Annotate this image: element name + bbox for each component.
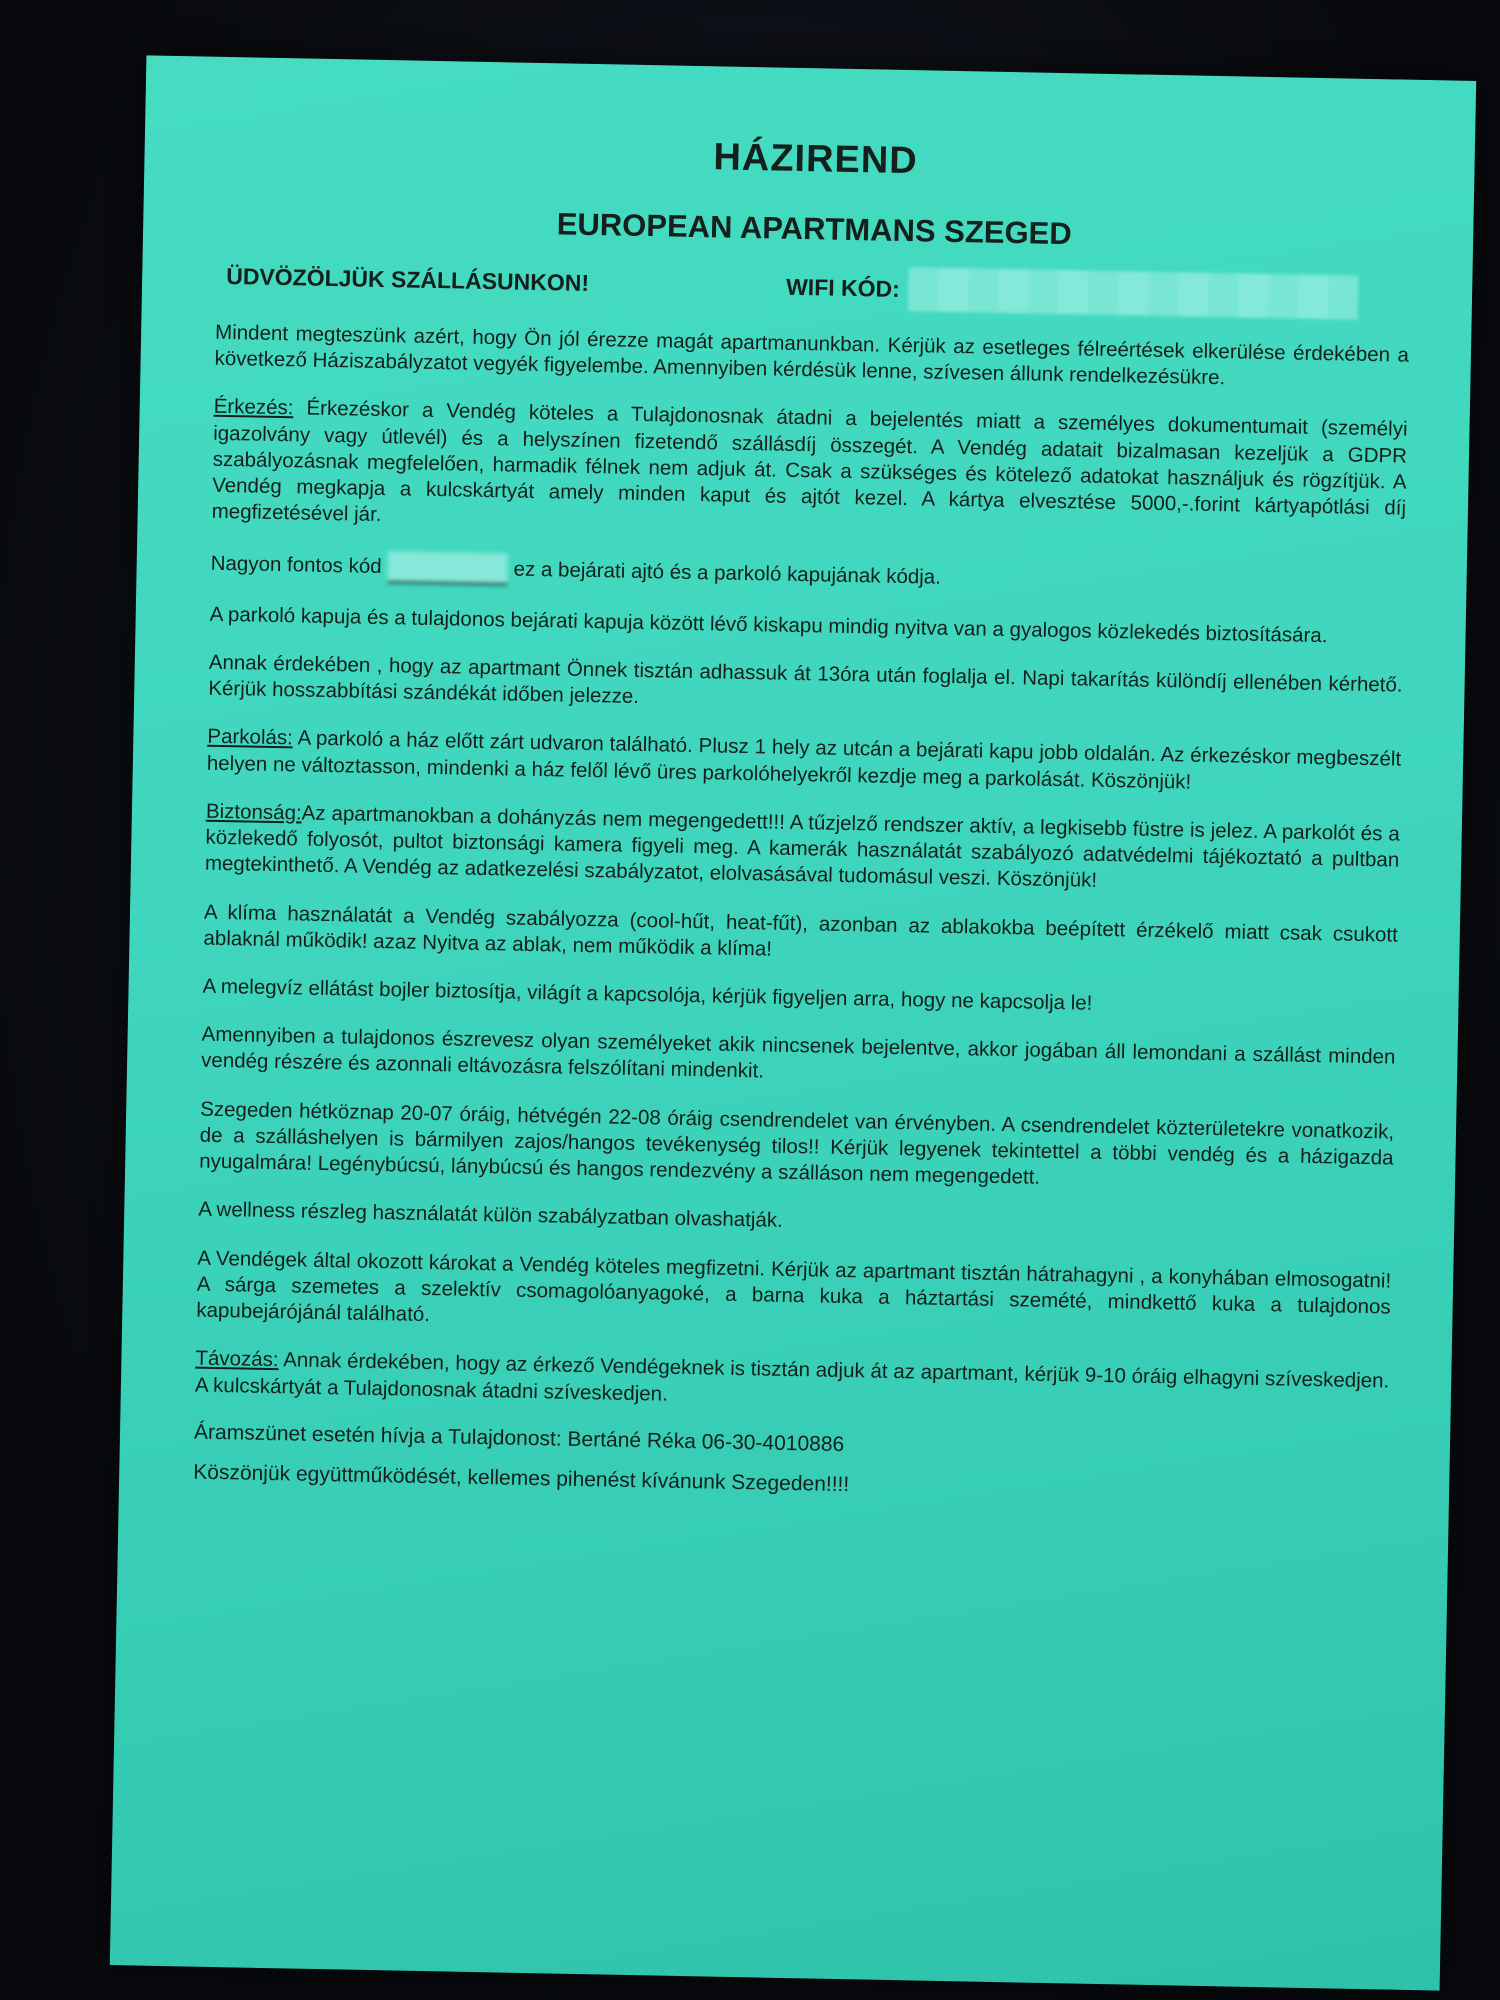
welcome-row	[226, 254, 1411, 321]
cleaning-paragraph: Annak érdekében , hogy az apartmant Önnek tisztán adhassuk át 13óra után foglalja el. Napi takarítás különdíj ellenében kérhető. Kérjük hosszabbítási szándékát időben jelezze.	[208, 650, 1403, 709]
access-code-redacted	[387, 551, 508, 585]
hotwater-paragraph: A melegvíz ellátást bojler biztosítja, világít a kapcsolója, kérjük figyeljen arra, hogy ne kapcsolja le!	[202, 974, 1093, 1015]
quiet-hours-paragraph: Szegeden hétköznap 20-07 óráig, hétvégén 22-08 óráig csendrendelet van érvényben. A csendrendelet közterületekre vonatkozik, de a szálláshelyen is bármilyen zajos/hangos tevékenység tilos!! Kérjük legyenek tekintettel a többi vendég és a házigazda nyugalmára! Legénybúcsú, lánybúcsú és hangos rendezvény a szálláson nem megengedett.	[199, 1097, 1395, 1189]
wellness-paragraph: A wellness részleg használatát külön szabályzatban olvashatják.	[198, 1198, 784, 1233]
parking-paragraph	[207, 724, 1402, 799]
arrival-paragraph	[211, 394, 1407, 548]
wifi-code-redacted	[907, 267, 1358, 320]
welcome-text: ÜDVÖZÖLJÜK SZÁLLÁSUNKON!	[225, 262, 590, 296]
house-rules-sheet	[110, 55, 1476, 1990]
security-paragraph	[205, 799, 1400, 901]
arrival-label: Érkezés:	[213, 395, 294, 420]
parking-text: A parkoló a ház előtt zárt udvaron található. Plusz 1 hely az utcán a bejárati kapu jobb oldalán. Az érkezéskor megbeszélt helyen ne változtasson, mindenki a ház felől lévő üres parkolóhelyekről kezdje meg a parkolását. Köszönjük!	[206, 726, 1402, 794]
departure-paragraph	[195, 1346, 1390, 1421]
intro-paragraph: Mindent megteszünk azért, hogy Ön jól érezze magát apartmanunkban. Kérjük az esetleges félreértések elkerülése érdekében a következő Háziszabályzatot vegyék figyelembe. Amennyiben kérdésük lenne, szívesen állunk rendelkezésükre.	[214, 320, 1410, 390]
arrival-text: Érkezéskor a Vendég köteles a Tulajdonosnak átadni a bejelentés miatt a személyes dokumentumait (személyi igazolvány vagy útlevél) és a helyszínen fizetendő szállásdíj összegét. A Vendég adatait bizalmasan kezeljük a GDPR szabályozásnak megfelelően, harmadik félnek nem adjuk át. Csak a szükséges és kötelező adatokat használjuk és rögzítjük. A Vendég megkapja a kulcskártyát amely minden kaput és ajtót kezel. A kártya elvesztése 5000,-.forint kártyapótlási díj megfizetésével jár.	[211, 396, 1408, 527]
access-code-line	[210, 547, 1404, 602]
closing-line: Köszönjük együttműködését, kellemes pihenést kívánunk Szegeden!!!!	[193, 1460, 850, 1496]
unregistered-guests-paragraph: Amennyiben a tulajdonos észrevesz olyan személyeket akik nincsenek bejelentve, akkor jogában áll lemondani a szállást minden vendég részére és azonnali eltávozásra felszólítani mindenkit.	[200, 1022, 1396, 1083]
document-subtitle: EUROPEAN APARTMANS SZEGED	[556, 206, 1073, 252]
security-text: Az apartmanokban a dohányzás nem megengedett!!! A tűzjelző rendszer aktív, a legkisebb füstre is jelez. A parkolót és a közlekedő folyosót, pultot biztonsági kamera figyeli meg. A kamerák használatát szabályozó adatvédelmi tájékoztató a pultban megtekinthető. A Vendég az adatkezelési szabályzatot, elolvasásával tudomásul veszi. Köszönjük!	[204, 801, 1400, 893]
ac-paragraph: A klíma használatát a Vendég szabályozza (cool-hűt, heat-fűt), azonban az ablakokba beépített érzékelő miatt csak csukott ablaknál működik! azaz Nyitva az ablak, nem működik a klíma!	[203, 900, 1399, 961]
wifi-label: WIFI KÓD:	[785, 273, 901, 302]
document-title: HÁZIREND	[713, 136, 919, 183]
parking-label: Parkolás:	[207, 725, 294, 750]
security-label: Biztonság:	[205, 799, 302, 825]
damage-paragraph: A Vendégek által okozott károkat a Vendég köteles megfizetni. Kérjük az apartmant tisztán hátrahagyni , a konyhában elmosogatni! A sárga szemetes a szelektív csomagolóanyagoké, a barna kuka a háztartási szemété, mindkettő kuka a tulajdonos kapubejárójánál található.	[196, 1246, 1392, 1327]
departure-text: Annak érdekében, hogy az érkező Vendégeknek is tisztán adjuk át az apartmant, kérjük 9-10 óráig elhagyni szíveskedjen. A kulcskártyát a Tulajdonosnak átadni szíveskedjen.	[194, 1348, 1390, 1406]
gate-paragraph: A parkoló kapuja és a tulajdonos bejárati kapuja között lévő kiskapu mindig nyitva van a gyalogos közlekedés biztosítására.	[209, 602, 1328, 647]
departure-label: Távozás:	[195, 1346, 279, 1372]
power-outage-contact: Áramszünet esetén hívja a Tulajdonost: Bertáné Réka 06-30-4010886	[193, 1420, 845, 1456]
code-prefix: Nagyon fontos kód	[210, 551, 382, 578]
code-suffix: ez a bejárati ajtó és a parkoló kapujának kódja.	[513, 557, 942, 589]
